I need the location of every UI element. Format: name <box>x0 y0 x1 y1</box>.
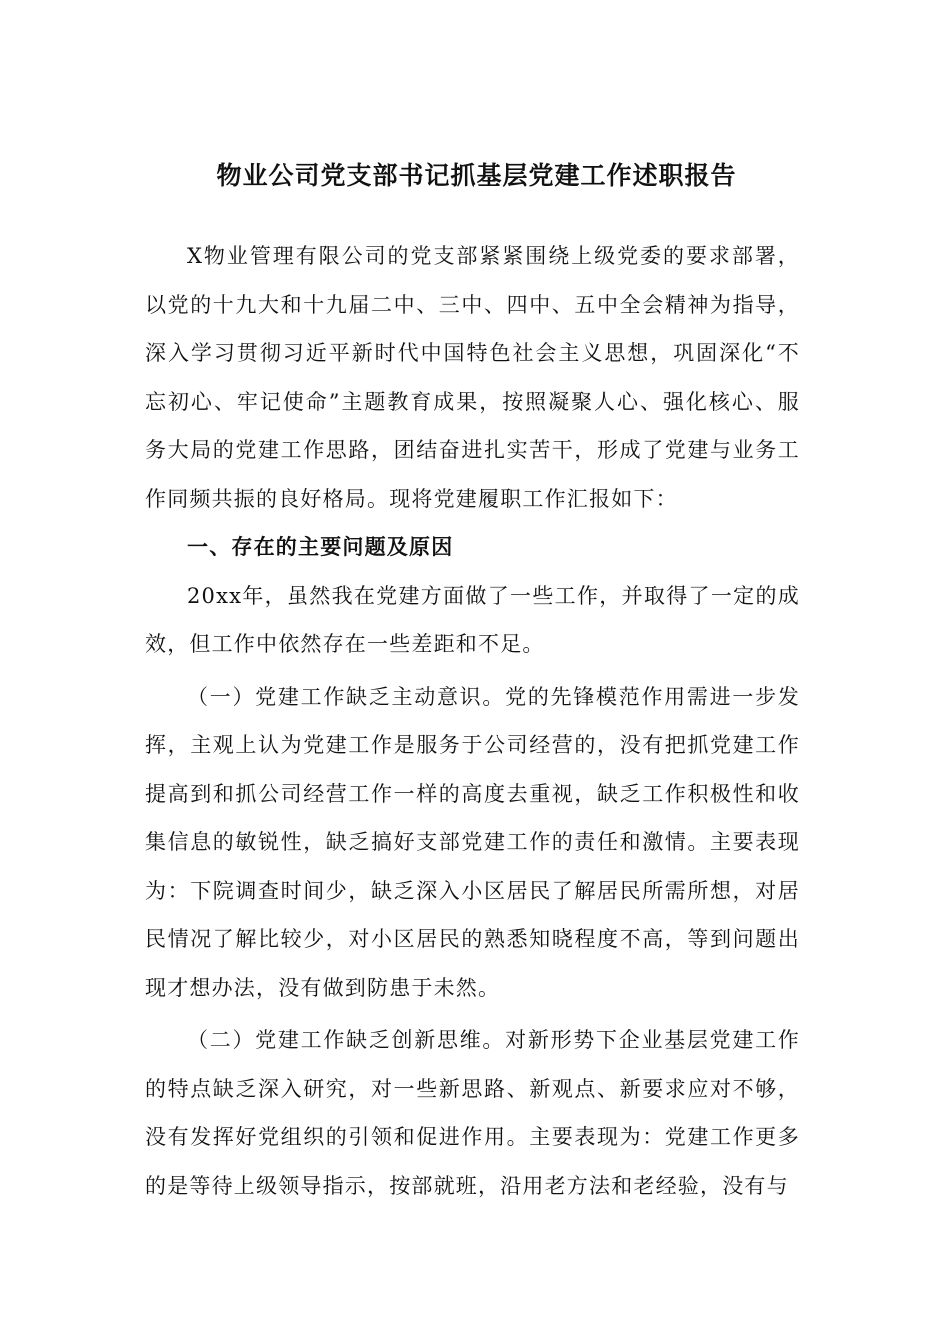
document-body <box>145 232 800 1210</box>
section-heading: 一、存在的主要问题及原因 <box>187 534 454 559</box>
item-two-paragraph: （二）党建工作缺乏创新思维。对新形势下企业基层党建工作的特点缺乏深入研究，对一些新思路、新观点、新要求应对不够，没有发挥好党组织的引领和促进作用。主要表现为：党建工作更多的是等待上级领导指示，按部就班，沿用老方法和老经验，没有与 <box>145 1028 800 1198</box>
document-title: 物业公司党支部书记抓基层党建工作述职报告 <box>216 161 737 190</box>
intro-paragraph: X物业管理有限公司的党支部紧紧围绕上级党委的要求部署，以党的十九大和十九届二中、三中、四中、五中全会精神为指导，深入学习贯彻习近平新时代中国特色社会主义思想，巩固深化“不忘初心、牢记使命”主题教育成果，按照凝聚人心、强化核心、服务大局的党建工作思路，团结奋进扎实苦干，形成了党建与业务工作同频共振的良好格局。现将党建履职工作汇报如下： <box>145 244 800 511</box>
section-intro-paragraph: 20xx年，虽然我在党建方面做了一些工作，并取得了一定的成效，但工作中依然存在一些差距和不足。 <box>145 583 800 656</box>
item-one-paragraph: （一）党建工作缺乏主动意识。党的先锋模范作用需进一步发挥，主观上认为党建工作是服务于公司经营的，没有把抓党建工作提高到和抓公司经营工作一样的高度去重视，缺乏工作积极性和收集信息的敏锐性，缺乏搞好支部党建工作的责任和激情。主要表现为：下院调查时间少，缺乏深入小区居民了解居民所需所想，对居民情况了解比较少，对小区居民的熟悉知晓程度不高，等到问题出现才想办法，没有做到防患于未然。 <box>145 684 800 1000</box>
